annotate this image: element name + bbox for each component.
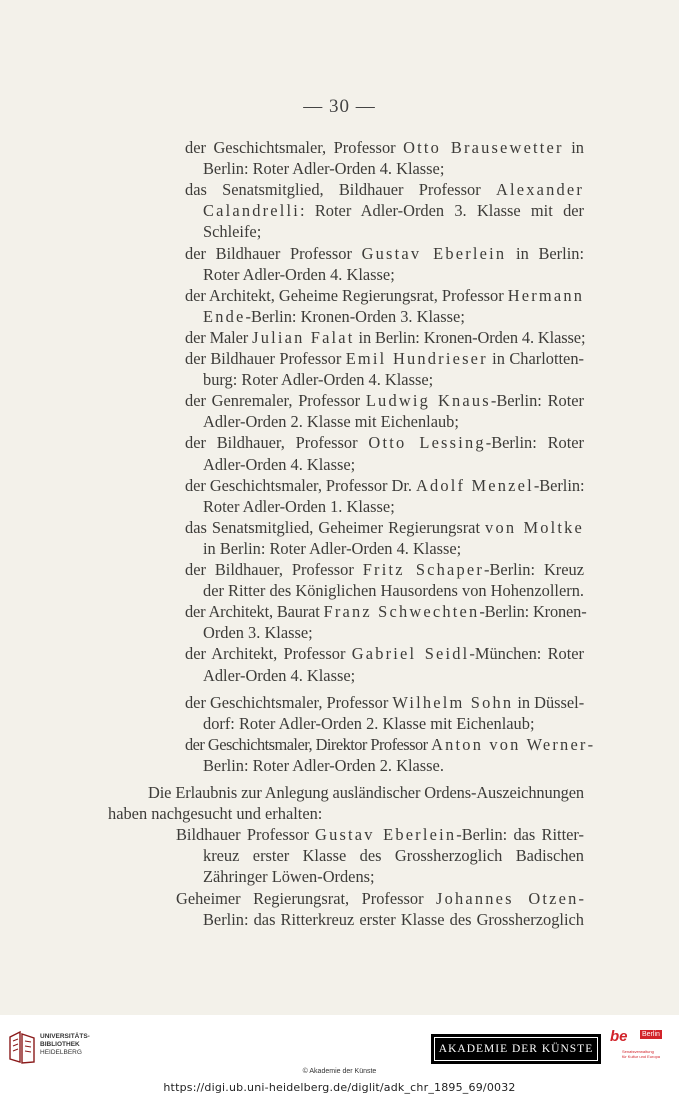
text-segment: Geheimer Regierungsrat, Professor xyxy=(176,888,437,908)
text-segment: der Bildhauer, Professor xyxy=(185,433,369,453)
text-segment: Orden 3. Klasse; xyxy=(203,623,313,643)
spaced-name: Fritz Schaper xyxy=(362,560,485,579)
text-segment: -Berlin: xyxy=(533,475,585,495)
text-segment: - xyxy=(587,734,593,754)
text-segment: der Ritter des Königlichen Hausordens von Hohenzollern. xyxy=(203,581,584,601)
spaced-name: Gustav Eberlein xyxy=(315,825,457,845)
text-segment: der Architekt, Professor xyxy=(185,644,352,664)
text-line xyxy=(176,825,584,845)
text-line xyxy=(203,222,261,242)
spaced-name: Hermann xyxy=(507,285,585,305)
text-line xyxy=(203,910,584,930)
text-line xyxy=(185,349,584,369)
text-segment: -Berlin: Kronen- xyxy=(479,602,587,622)
text-segment: der Architekt, Geheime Regierungsrat, Professor xyxy=(185,285,508,305)
be-berlin-subtitle xyxy=(622,1049,670,1059)
text-line xyxy=(203,581,584,601)
text-line xyxy=(203,370,433,390)
text-line xyxy=(185,180,584,200)
text-line xyxy=(185,476,585,496)
ub-line-3: HEIDELBERG xyxy=(40,1049,82,1056)
footer xyxy=(0,1015,679,1106)
text-segment: : Roter Adler-Orden 3. Klasse mit der xyxy=(300,201,584,221)
page-number: — 30 — xyxy=(303,96,376,117)
text-line xyxy=(203,756,444,776)
source-url-link[interactable]: https://digi.ub.uni-heidelberg.de/diglit/adk_chr_1895_69/0032 xyxy=(163,1081,516,1094)
text-line xyxy=(203,846,584,866)
be-mark: be xyxy=(610,1028,628,1045)
text-segment: Berlin: Roter Adler-Orden 2. Klasse. xyxy=(203,755,444,775)
text-segment: der Geschichtsmaler, Professor xyxy=(185,138,404,157)
university-library-name xyxy=(40,1033,90,1057)
text-segment: burg: Roter Adler-Orden 4. Klasse; xyxy=(203,370,434,390)
text-line xyxy=(185,391,584,411)
text-line xyxy=(185,138,584,158)
text-segment: dorf: Roter Adler-Orden 2. Klasse mit Eichenlaub; xyxy=(203,713,535,733)
akademie-label: AKADEMIE DER KÜNSTE xyxy=(434,1037,598,1061)
text-segment: in Charlotten- xyxy=(487,349,584,368)
text-segment: Bildhauer Professor xyxy=(176,825,316,845)
text-line xyxy=(203,307,465,327)
text-segment: der Maler xyxy=(185,327,253,347)
text-line xyxy=(203,623,313,643)
text-segment: Roter Adler-Orden 1. Klasse; xyxy=(203,496,395,516)
text-segment: das Senatsmitglied, Bildhauer Professor xyxy=(185,180,496,200)
text-segment: der Bildhauer Professor xyxy=(185,243,362,263)
text-line xyxy=(185,518,584,538)
text-line xyxy=(108,804,322,824)
text-segment: der Bildhauer Professor xyxy=(185,349,346,368)
text-segment: -Berlin: Kronen-Orden 3. Klasse; xyxy=(245,306,465,326)
spaced-name: Calandrelli xyxy=(203,201,301,221)
text-segment: -Berlin: Roter xyxy=(490,391,584,411)
spaced-name: von Moltke xyxy=(485,517,585,537)
berlin-tag: Berlin xyxy=(642,1031,660,1038)
text-segment: -Berlin: Kreuz xyxy=(484,560,584,579)
ub-line-1: UNIVERSITÄTS- xyxy=(40,1033,90,1040)
text-segment: Die Erlaubnis zur Anlegung ausländischer Ordens-Auszeichnungen xyxy=(148,783,584,802)
ub-line-2: BIBLIOTHEK xyxy=(40,1041,80,1048)
text-segment: -Berlin: das Ritter- xyxy=(456,825,584,845)
text-segment: in Berlin: Roter Adler-Orden 4. Klasse; xyxy=(203,538,462,558)
text-line xyxy=(185,244,584,264)
text-segment: in Düssel- xyxy=(513,692,585,712)
spaced-name: Otto Lessing xyxy=(368,433,486,453)
be-sub-line-1: Senatsverwaltung xyxy=(622,1049,654,1054)
be-sub-line-2: für Kultur und Europa xyxy=(622,1054,661,1059)
text-segment: Roter Adler-Orden 4. Klasse; xyxy=(203,264,395,284)
text-line xyxy=(148,783,584,803)
text-line xyxy=(203,412,459,432)
spaced-name: Gustav Eberlein xyxy=(361,243,507,263)
text-line xyxy=(176,889,584,909)
text-line xyxy=(203,455,355,475)
text-line xyxy=(185,644,584,664)
text-segment: der Bildhauer, Professor xyxy=(185,560,363,579)
text-line xyxy=(203,539,461,559)
text-segment: der Genremaler, Professor xyxy=(185,391,366,411)
text-segment: Adler-Orden 4. Klasse; xyxy=(203,454,356,474)
text-line xyxy=(185,560,584,580)
spaced-name: Otto Brausewetter xyxy=(403,138,564,157)
text-line xyxy=(185,328,585,348)
spaced-name: Ende xyxy=(203,306,246,326)
text-segment: das Senatsmitglied, Geheimer Regierungsrat xyxy=(185,517,486,537)
text-line xyxy=(185,433,584,453)
text-line xyxy=(185,693,584,713)
spaced-name: Franz Schwechten xyxy=(323,602,480,622)
text-segment: der Architekt, Baurat xyxy=(185,602,324,622)
text-segment: der Geschichtsmaler, Direktor Professor xyxy=(185,734,432,754)
text-line xyxy=(203,497,395,517)
text-segment: Berlin: Roter Adler-Orden 4. Klasse; xyxy=(203,159,445,179)
spaced-name: Ludwig Knaus xyxy=(365,391,491,411)
text-line xyxy=(203,714,535,734)
text-segment: Adler-Orden 4. Klasse; xyxy=(203,665,356,685)
text-segment: haben nachgesucht und erhalten: xyxy=(108,804,323,824)
text-segment: der Geschichtsmaler, Professor xyxy=(185,692,393,712)
spaced-name: Gabriel Seidl xyxy=(351,644,470,664)
text-segment: - xyxy=(578,888,584,908)
text-segment: Schleife; xyxy=(203,222,262,242)
text-line xyxy=(203,265,395,285)
text-segment: Zähringer Löwen-Ordens; xyxy=(203,867,375,887)
spaced-name: Anton von Werner xyxy=(431,734,588,754)
spaced-name: Adolf Menzel xyxy=(415,475,534,495)
university-library-logo-icon xyxy=(8,1029,38,1065)
text-segment: Berlin: das Ritterkreuz erster Klasse des Grossherzoglich xyxy=(203,909,584,929)
spaced-name: Wilhelm Sohn xyxy=(392,692,514,712)
spaced-name: Johannes Otzen xyxy=(436,888,579,908)
spaced-name: Julian Falat xyxy=(252,327,355,347)
text-segment: kreuz erster Klasse des Grossherzoglich Badischen xyxy=(203,846,584,866)
spaced-name: Emil Hundrieser xyxy=(345,349,488,368)
text-line xyxy=(185,735,593,755)
text-segment: Adler-Orden 2. Klasse mit Eichenlaub; xyxy=(203,412,459,432)
text-segment: der Geschichtsmaler, Professor Dr. xyxy=(185,475,416,495)
spaced-name: Alexander xyxy=(495,180,584,200)
text-line xyxy=(185,286,584,306)
text-line xyxy=(185,602,587,622)
be-berlin-logo xyxy=(610,1029,670,1067)
text-segment: in Berlin: xyxy=(506,243,584,263)
text-segment: in xyxy=(563,138,584,157)
text-line xyxy=(203,201,584,221)
text-line xyxy=(203,666,355,686)
text-segment: -Berlin: Roter xyxy=(485,433,584,453)
text-line xyxy=(203,159,444,179)
akademie-der-kuenste-logo xyxy=(431,1034,601,1064)
text-segment: in Berlin: Kronen-Orden 4. Klasse; xyxy=(354,327,586,347)
text-line xyxy=(203,867,375,887)
text-segment: -München: Roter xyxy=(469,644,584,664)
copyright-notice: © Akademie der Künste xyxy=(302,1068,377,1075)
